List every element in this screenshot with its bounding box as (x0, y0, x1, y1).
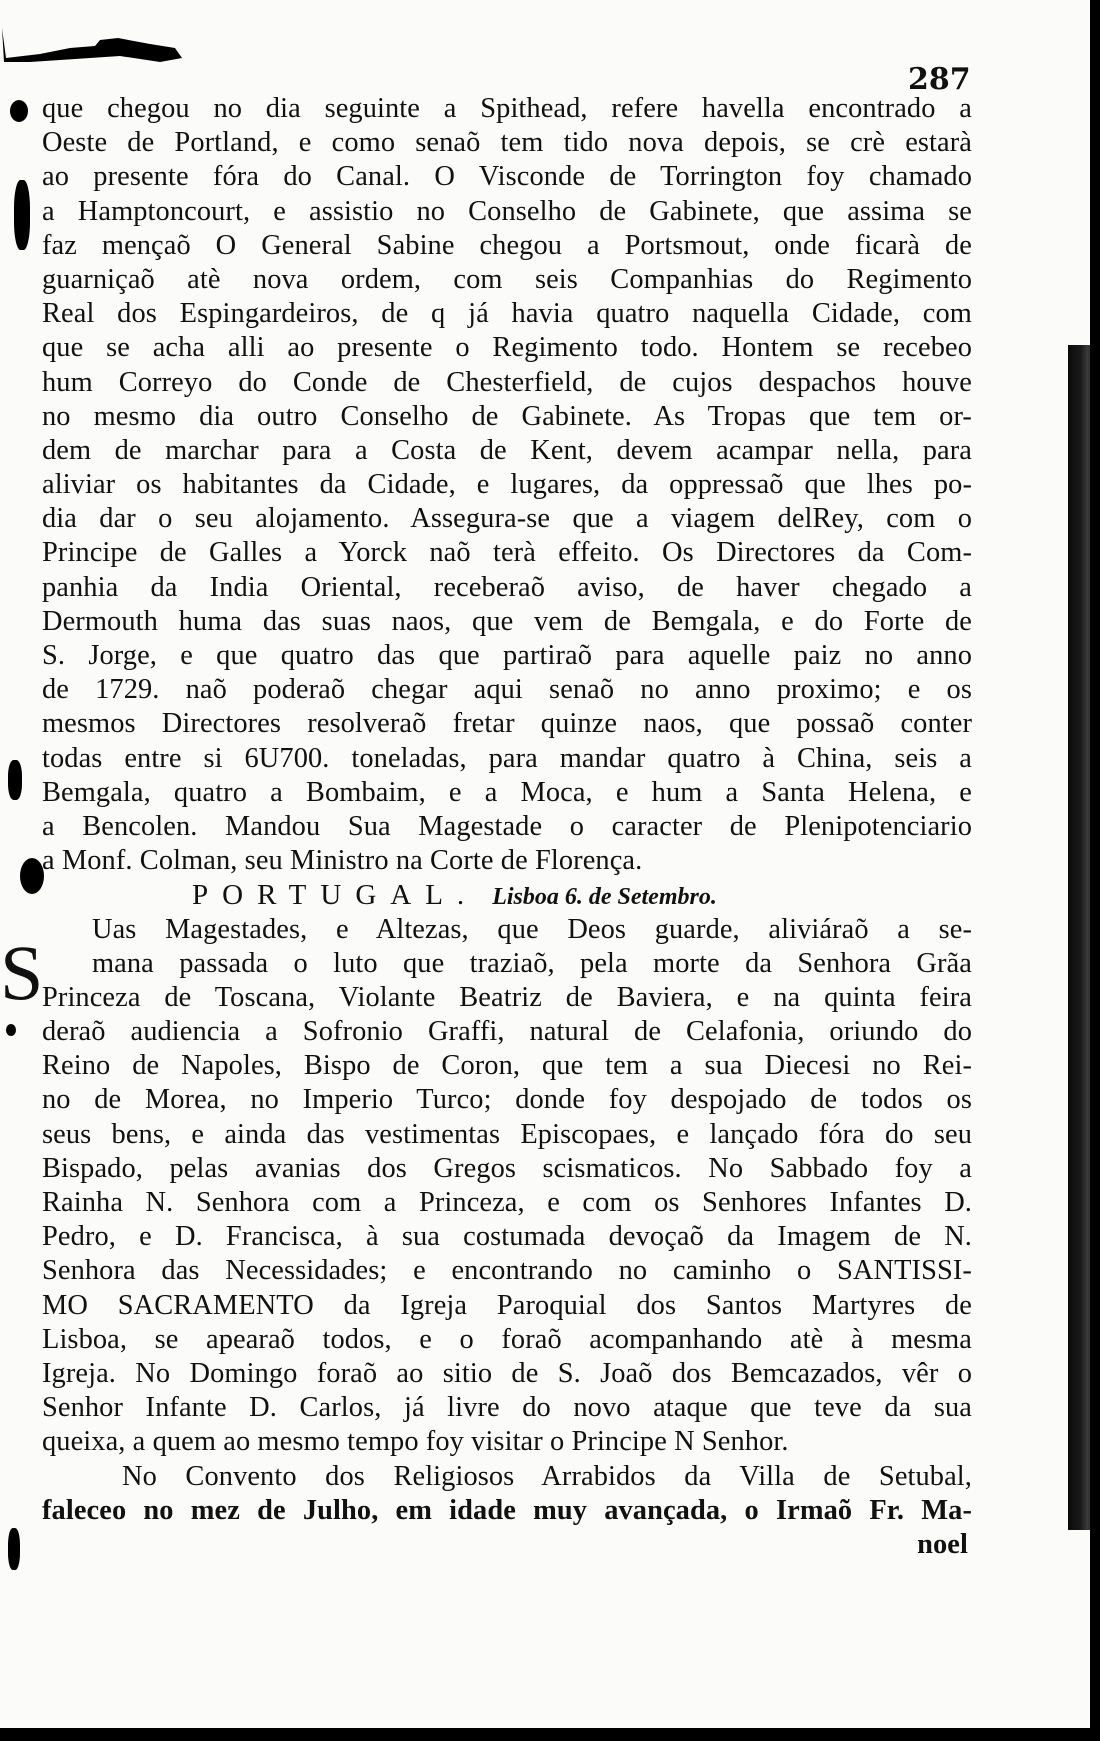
ink-blot (10, 100, 28, 122)
text-line: mesmos Directores resolveraõ fretar quinze naos, que possaõ conter (42, 708, 972, 740)
ink-blot (6, 1024, 16, 1036)
article-text (42, 92, 972, 1562)
text-line: No Convento dos Religiosos Arrabidos da Villa de Setubal, (122, 1460, 972, 1492)
text-line: dia dar o seu alojamento. Assegura-se que a viagem delRey, com o (42, 503, 972, 535)
text-line: ao presente fóra do Canal. O Visconde de Torrington foy chamado (42, 161, 972, 193)
text-line: hum Correyo do Conde de Chesterfield, de cujos despachos houve (42, 366, 972, 398)
paragraph-setubal-news (42, 1460, 972, 1528)
text-line: Bemgala, quatro a Bombaim, e a Moca, e hum a Santa Helena, e (42, 776, 972, 808)
text-line: a Bencolen. Mandou Sua Magestade o caracter de Plenipotenciario (42, 810, 972, 842)
text-line: que chegou no dia seguinte a Spithead, refere havella encontrado a (42, 93, 972, 124)
drop-cap: S (0, 929, 44, 1016)
paragraph-england-news (42, 92, 972, 878)
ink-blot (20, 858, 44, 894)
ink-blot (14, 180, 30, 250)
text-line: mana passada o luto que traziaõ, pela morte da Senhora Grãa (92, 947, 972, 979)
text-line: Princeza de Toscana, Violante Beatriz de Baviera, e na quinta feira (42, 981, 972, 1013)
text-line: Real dos Espingardeiros, de q já havia quatro naquella Cidade, com (42, 298, 972, 330)
text-line: queixa, a quem ao mesmo tempo foy visitar o Principe N Senhor. (42, 1426, 789, 1458)
text-line: faz mençaõ O General Sabine chegou a Portsmout, onde ficarà de (42, 229, 972, 261)
text-line: guarniçaõ atè nova ordem, com seis Companhias do Regimento (42, 263, 972, 295)
text-line: a Monf. Colman, seu Ministro na Corte de Florença. (42, 845, 643, 877)
heading-dateline: Lisboa 6. de Setembro. (492, 884, 717, 911)
text-line: S. Jorge, e que quatro das que partiraõ para aquelle paiz no anno (42, 640, 972, 671)
section-heading (42, 878, 972, 912)
text-line: Principe de Galles a Yorck naõ terà effeito. Os Directores da Com- (42, 537, 972, 569)
text-line: Dermouth huma das suas naos, que vem de Bemgala, e do Forte de (42, 605, 972, 637)
text-line: Bispado, pelas avanias dos Gregos scismaticos. No Sabbado foy a (42, 1152, 972, 1184)
catchword: noel (917, 1528, 968, 1560)
ink-mark-top-left (0, 18, 190, 63)
text-line: Oeste de Portland, e como senaõ tem tido nova depois, se crè estarà (42, 127, 972, 159)
text-line: no de Morea, no Imperio Turco; donde foy despojado de todos os (42, 1084, 972, 1116)
text-line: faleceo no mez de Julho, em idade muy avançada, o Irmaõ Fr. Ma- (42, 1494, 972, 1526)
text-line: seus bens, e ainda das vestimentas Episcopaes, e lançado fóra do seu (42, 1118, 972, 1150)
page-bottom-edge (0, 1728, 1100, 1741)
ink-blot (8, 1528, 20, 1570)
text-line: todas entre si 6U700. toneladas, para mandar quatro à China, seis a (42, 742, 972, 774)
heading-country: PORTUGAL. (192, 879, 479, 912)
text-line: de 1729. naõ poderaõ chegar aqui senaõ no anno proximo; e os (42, 674, 972, 706)
text-line: Rainha N. Senhora com a Princeza, e com os Senhores Infantes D. (42, 1187, 972, 1218)
text-line: que se acha alli ao presente o Regimento todo. Hontem se recebeo (42, 332, 972, 364)
text-line: MO SACRAMENTO da Igreja Paroquial dos Santos Martyres de (42, 1289, 972, 1321)
text-line: no mesmo dia outro Conselho de Gabinete. As Tropas que tem or- (42, 400, 972, 432)
text-line: aliviar os habitantes da Cidade, e lugares, da oppressaõ que lhes po- (42, 469, 972, 501)
text-line: panhia da India Oriental, receberaõ aviso, de haver chegado a (42, 571, 972, 603)
text-line: Senhora das Necessidades; e encontrando no caminho o SANTISSI- (42, 1255, 972, 1287)
text-line: a Hamptoncourt, e assistio no Conselho de Gabinete, que assima se (42, 195, 972, 227)
text-line: Reino de Napoles, Bispo de Coron, que tem a sua Diecesi no Rei- (42, 1050, 972, 1082)
text-line: dem de marchar para a Costa de Kent, devem acampar nella, para (42, 434, 972, 466)
text-line: Pedro, e D. Francisca, à sua costumada devoçaõ da Imagem de N. (42, 1221, 972, 1253)
text-line: deraõ audiencia a Sofronio Graffi, natural de Celafonia, oriundo do (42, 1016, 972, 1048)
page-edge (1090, 0, 1100, 1741)
paragraph-portugal-news (42, 913, 972, 1460)
ink-blot (8, 760, 22, 800)
text-line: Igreja. No Domingo foraõ ao sitio de S. Joaõ dos Bemcazados, vêr o (42, 1357, 972, 1389)
text-line: Lisboa, se apearaõ todos, e o foraõ acompanhando atè à mesma (42, 1323, 972, 1355)
text-line: Senhor Infante D. Carlos, já livre do novo ataque que teve da sua (42, 1392, 972, 1424)
page-number: 287 (908, 62, 971, 97)
text-line: Uas Magestades, e Altezas, que Deos guarde, aliviáraõ a se- (92, 913, 972, 945)
